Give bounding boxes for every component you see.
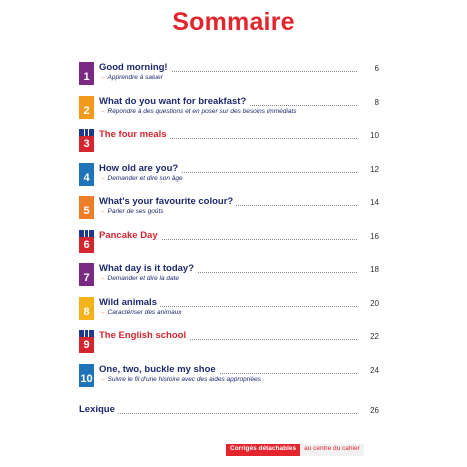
- entry-title: What's your favourite colour?: [99, 196, 236, 207]
- entry-subtitle-text: Caractériser des animaux: [107, 308, 182, 316]
- unit-number: 10: [80, 372, 93, 385]
- entry-subtitle-text: Suivre le fil d'une histoire avec des aides appropriées: [107, 375, 261, 383]
- arrow-icon: →: [99, 174, 106, 182]
- unit-number: 7: [83, 272, 90, 284]
- entry-subtitle: [99, 309, 182, 316]
- dot-leader: [79, 413, 357, 414]
- page-number: 24: [370, 365, 379, 375]
- entry-title: Good morning!: [99, 62, 171, 73]
- arrow-icon: →: [99, 375, 106, 383]
- arrow-icon: →: [99, 308, 106, 316]
- entry-title: What day is it today?: [99, 263, 197, 274]
- unit-number: 4: [83, 171, 90, 184]
- page-number: 8: [374, 97, 379, 107]
- entry-subtitle-text: Parler de ses goûts: [107, 208, 164, 215]
- page-title: Sommaire: [172, 8, 295, 36]
- page-number: 12: [370, 164, 379, 174]
- entry-subtitle: [99, 74, 163, 81]
- entry-subtitle: [99, 175, 183, 182]
- unit-number: 2: [83, 104, 90, 117]
- unit-number-badge: [79, 364, 94, 387]
- unit-number: 1: [83, 71, 90, 83]
- unit-number: 9: [83, 339, 90, 351]
- arrow-icon: →: [99, 208, 106, 215]
- entry-title: How old are you?: [99, 163, 181, 174]
- unit-number-badge: [79, 163, 94, 186]
- unit-number: 6: [83, 238, 90, 251]
- unit-number-badge: [79, 230, 94, 253]
- unit-number: 3: [83, 138, 90, 150]
- lexique-page: 26: [370, 406, 379, 415]
- arrow-icon: →: [99, 107, 106, 115]
- unit-number-badge: [79, 129, 94, 152]
- entry-subtitle-text: Répondre à des questions et en poser sur des besoins immédiats: [107, 107, 297, 115]
- unit-number-badge: [79, 62, 94, 85]
- unit-number-badge: [79, 96, 94, 119]
- page-number: 20: [370, 298, 379, 308]
- page-number: 18: [370, 265, 379, 274]
- footer-note: au centre du cahier: [300, 444, 364, 456]
- entry-title: Pancake Day: [99, 230, 161, 241]
- arrow-icon: →: [99, 275, 106, 282]
- unit-number-badge: [79, 330, 94, 353]
- unit-number: 8: [83, 305, 90, 318]
- entry-title: One, two, buckle my shoe: [99, 364, 219, 375]
- entry-subtitle: [99, 208, 164, 215]
- unit-number-badge: [79, 297, 94, 320]
- page-number: 16: [370, 231, 379, 241]
- entry-title: What do you want for breakfast?: [99, 96, 249, 107]
- entry-subtitle: [99, 108, 296, 115]
- entry-title: The four meals: [99, 129, 170, 140]
- unit-number-badge: [79, 196, 94, 219]
- entry-title: Wild animals: [99, 297, 160, 308]
- lexique-title: Lexique: [79, 404, 118, 415]
- page-number: 22: [370, 332, 379, 341]
- entry-subtitle-text: Demander et dire la date: [107, 275, 180, 282]
- page-number: 6: [374, 64, 379, 73]
- entry-subtitle-text: Demander et dire son âge: [107, 174, 183, 182]
- entry-subtitle: [99, 275, 179, 282]
- footer-label: Corrigés détachables: [226, 444, 300, 456]
- unit-number-badge: [79, 263, 94, 286]
- page-number: 14: [370, 198, 379, 207]
- entry-subtitle-text: Apprendre à saluer: [107, 74, 163, 81]
- page-number: 10: [370, 131, 379, 140]
- entry-subtitle: [99, 376, 261, 383]
- entry-title: The English school: [99, 330, 189, 341]
- arrow-icon: →: [99, 74, 106, 81]
- footer-banner: [226, 444, 364, 456]
- unit-number: 5: [83, 205, 90, 217]
